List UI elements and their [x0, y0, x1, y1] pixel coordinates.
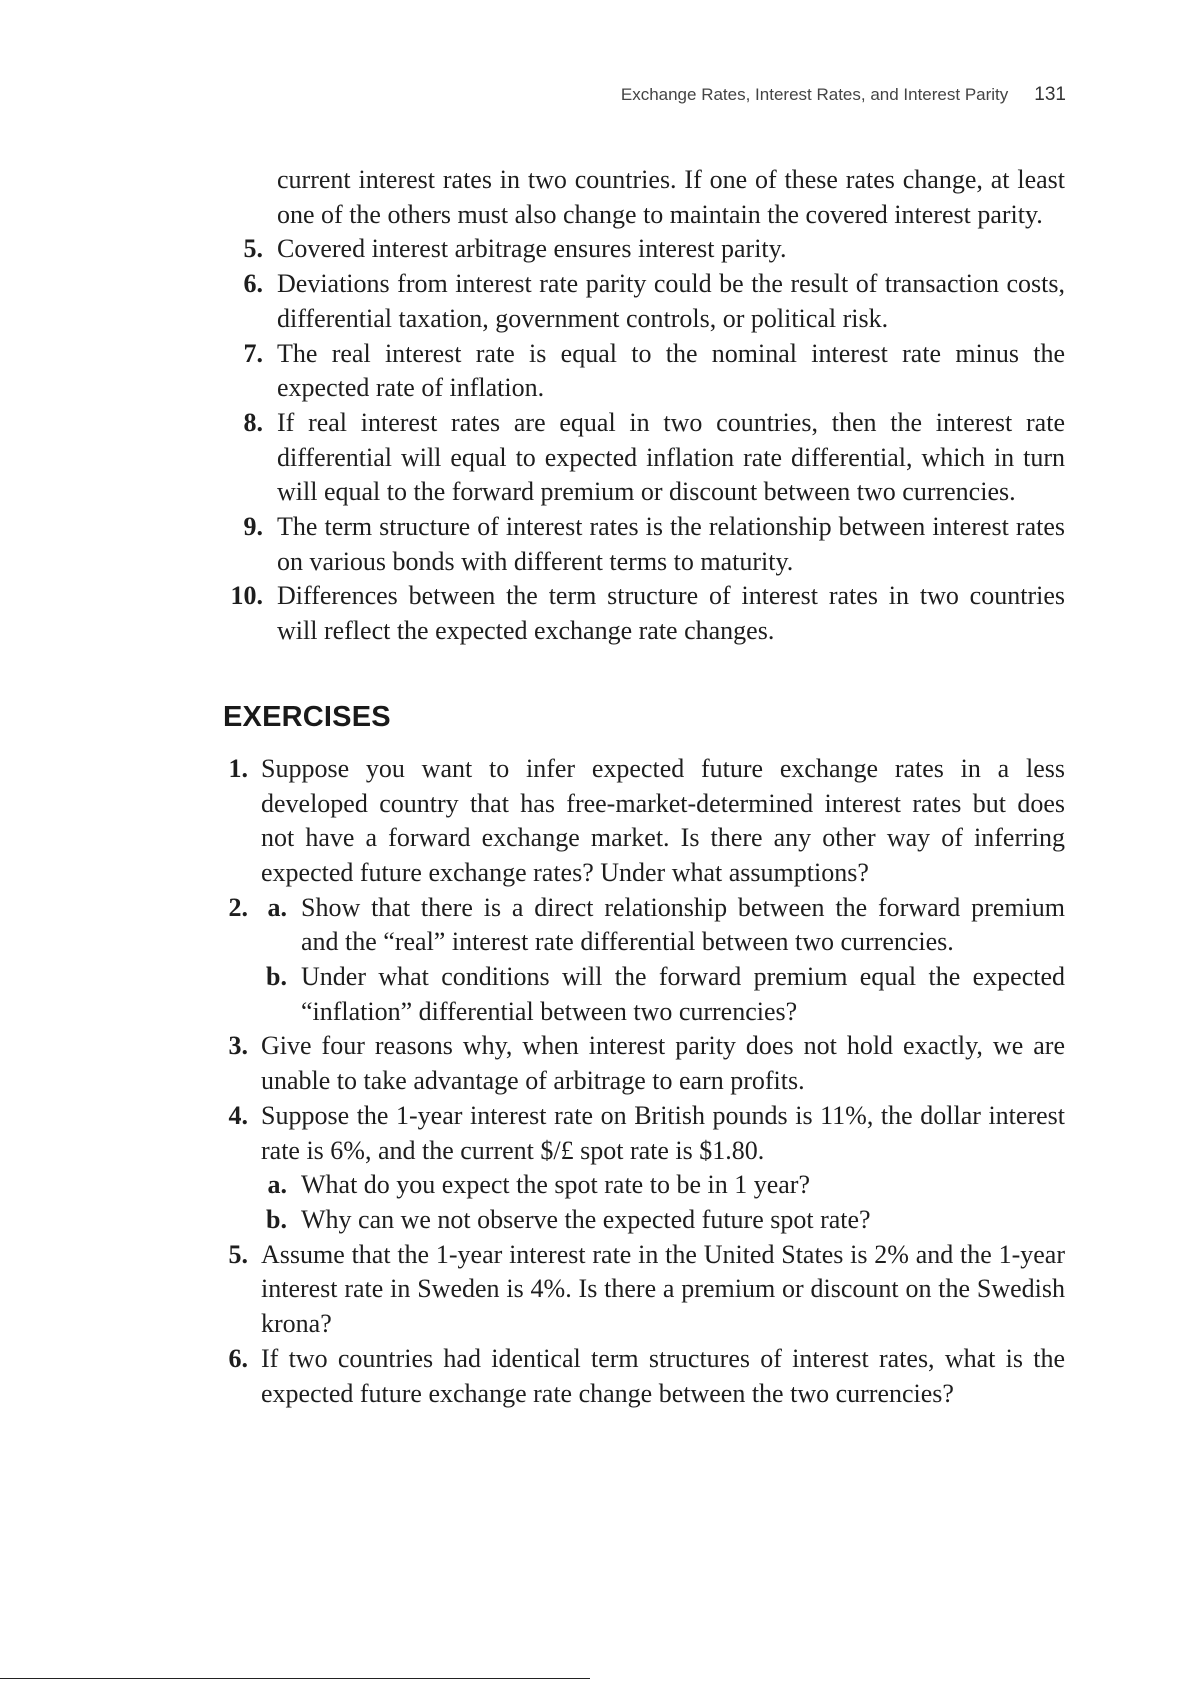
- exercise-number: 3.: [228, 1031, 248, 1061]
- summary-item: [243, 267, 1065, 336]
- exercise-item: [228, 1342, 1065, 1411]
- item-number: 7.: [243, 338, 263, 368]
- summary-continuation: current interest rates in two countries. If one of these rates change, at least one of the others must also change to maintain the covered interest parity.: [277, 165, 1065, 229]
- item-text: Covered interest arbitrage ensures interest parity.: [277, 234, 787, 264]
- exercises-heading: EXERCISES: [223, 700, 391, 733]
- exercise-item: [228, 1099, 1065, 1238]
- exercise-subitem: [266, 1203, 1065, 1238]
- exercise-subitem: [266, 960, 1065, 1029]
- page-number: 131: [1034, 84, 1066, 105]
- subitem-letter: a.: [267, 892, 287, 922]
- exercise-number: 1.: [228, 753, 248, 783]
- summary-item: [243, 337, 1065, 406]
- exercise-number: 6.: [228, 1343, 248, 1373]
- summary-item: [243, 510, 1065, 579]
- exercise-text: If two countries had identical term structures of interest rates, what is the expected future exchange rate change between the two currencies?: [261, 1343, 1065, 1408]
- summary-item: [230, 579, 1065, 648]
- exercise-text: Suppose you want to infer expected future exchange rates in a less developed country that has free-market-determined interest rates but does not have a forward exchange market. Is there any other way of inferring expected future exchange rates? Under what assumptions?: [261, 753, 1065, 887]
- exercise-item: [228, 752, 1065, 891]
- running-head: [0, 84, 1066, 106]
- summary-item: [243, 406, 1065, 510]
- exercise-item: [228, 891, 1065, 1030]
- item-number: 9.: [243, 512, 263, 542]
- item-text: If real interest rates are equal in two countries, then the interest rate differential will equal to expected inflation rate differential, which in turn will equal to the forward premium or discount between two currencies.: [277, 407, 1065, 507]
- item-number: 6.: [243, 269, 263, 299]
- subitem-text: What do you expect the spot rate to be in 1 year?: [301, 1170, 810, 1200]
- item-number: 10.: [230, 581, 263, 611]
- subitem-letter: b.: [266, 1204, 287, 1234]
- exercise-subitem: [267, 1168, 1065, 1203]
- item-text: Deviations from interest rate parity could be the result of transaction costs, differential taxation, government controls, or political risk.: [277, 269, 1065, 333]
- page-body: [0, 163, 1191, 1411]
- exercise-text: Assume that the 1-year interest rate in the United States is 2% and the 1-year interest rate in Sweden is 4%. Is there a premium or discount on the Swedish krona?: [261, 1239, 1065, 1339]
- item-number: 5.: [243, 234, 263, 264]
- exercise-subitem: [267, 891, 1065, 960]
- footer-rule: [0, 1678, 590, 1679]
- item-text: Differences between the term structure of interest rates in two countries will reflect the expected exchange rate changes.: [277, 581, 1065, 646]
- subitem-text: Why can we not observe the expected future spot rate?: [301, 1204, 871, 1234]
- item-text: The real interest rate is equal to the nominal interest rate minus the expected rate of inflation.: [277, 338, 1065, 403]
- exercise-text: Suppose the 1-year interest rate on British pounds is 11%, the dollar interest rate is 6%, and the current $/£ spot rate is $1.80.: [261, 1100, 1065, 1165]
- exercise-item: [228, 1238, 1065, 1342]
- summary-item: [243, 232, 1065, 267]
- item-text: The term structure of interest rates is the relationship between interest rates on various bonds with different terms to maturity.: [277, 512, 1065, 576]
- exercise-text: Give four reasons why, when interest parity does not hold exactly, we are unable to take advantage of arbitrage to earn profits.: [261, 1031, 1065, 1096]
- exercise-number: 4.: [228, 1100, 248, 1130]
- item-number: 8.: [243, 407, 263, 437]
- exercise-number: 2.: [228, 892, 248, 922]
- subitem-letter: a.: [267, 1170, 287, 1200]
- subitem-letter: b.: [266, 962, 287, 992]
- subitem-text: Under what conditions will the forward premium equal the expected “inflation” differential between two currencies?: [301, 962, 1065, 1026]
- exercise-number: 5.: [228, 1239, 248, 1269]
- exercise-item: [228, 1029, 1065, 1098]
- subitem-text: Show that there is a direct relationship between the forward premium and the “real” interest rate differential between two currencies.: [301, 892, 1065, 957]
- running-head-title: Exchange Rates, Interest Rates, and Interest Parity: [620, 85, 1009, 104]
